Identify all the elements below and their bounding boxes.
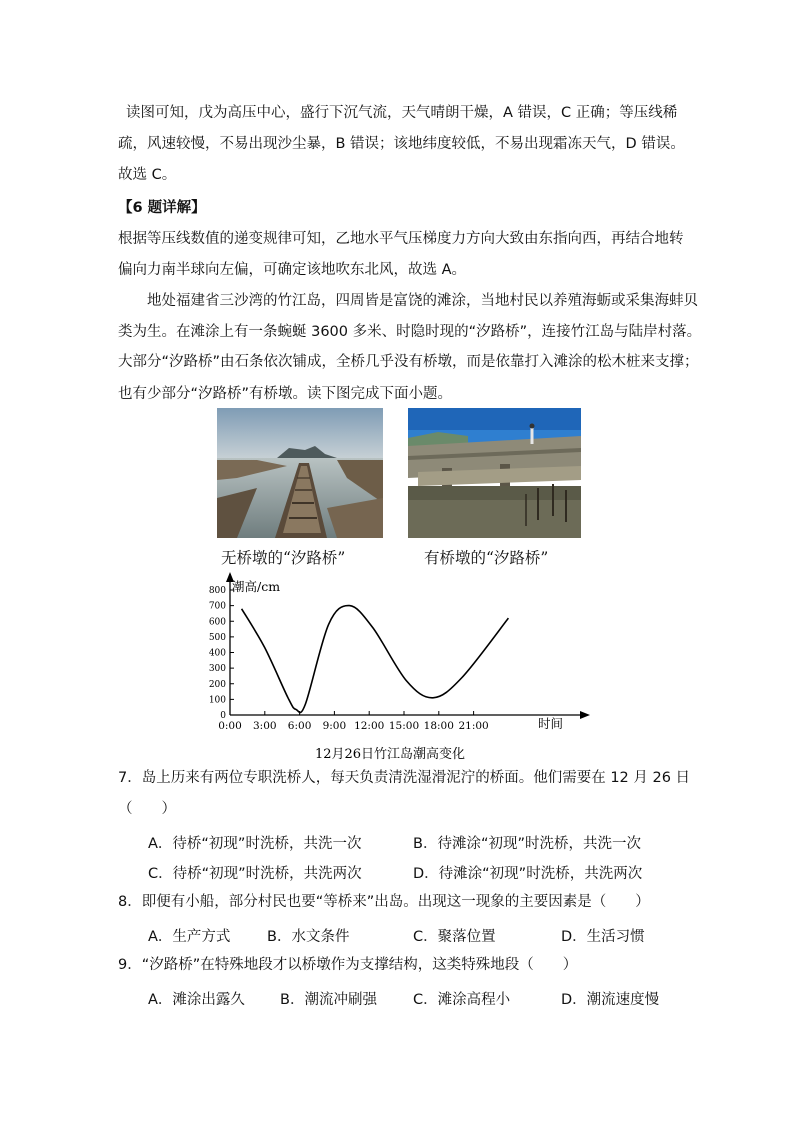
x-tick-label: 6:00 [287, 720, 312, 732]
y-tick-label: 0 [220, 711, 226, 721]
x-tick-label: 21:00 [458, 720, 489, 732]
y-axis-label: 潮高/cm [232, 579, 281, 594]
question-7-option-d[interactable]: D．待滩涂“初现”时洗桥，共洗两次 [413, 866, 643, 882]
question-9-option-d[interactable]: D．潮流速度慢 [561, 992, 660, 1008]
y-tick-label: 100 [208, 695, 226, 706]
x-tick-label: 18:00 [423, 720, 454, 732]
question-9-option-b[interactable]: B．潮流冲刷强 [280, 992, 377, 1008]
answer-5-line-1: 读图可知，戊为高压中心，盛行下沉气流，天气晴朗干燥，A 错误，C 正确；等压线稀 [126, 105, 678, 121]
y-tick-label: 300 [208, 664, 226, 675]
question-8-stem: 8．即便有小船，部分村民也要“等桥来”出岛。出现这一现象的主要因素是（ ） [118, 894, 650, 910]
left-photo-caption: 无桥墩的“汐路桥” [221, 549, 346, 567]
question-8-option-a[interactable]: A．生产方式 [148, 929, 231, 945]
x-tick-label: 15:00 [388, 720, 420, 732]
x-axis-arrow [580, 711, 590, 719]
y-tick-label: 200 [208, 679, 226, 690]
question-7-stem-cont: （ ） [118, 801, 176, 817]
intro-line-3: 大部分“汐路桥”由石条依次铺成，全桥几乎没有桥墩，而是依靠打入滩涂的松木桩来支撑； [118, 354, 699, 370]
x-tick-label: 3:00 [253, 720, 277, 732]
question-7-stem: 7．岛上历来有两位专职洗桥人，每天负责清洗湿滑泥泞的桥面。他们需要在 12 月 26 日 [118, 770, 691, 786]
y-tick-label: 500 [208, 632, 226, 643]
answer-5-line-3: 故选 C。 [118, 167, 177, 183]
question-9-stem: 9．“汐路桥”在特殊地段才以桥墩作为支撑结构，这类特殊地段（ ） [118, 957, 578, 973]
photo-bridge-without-piers [217, 408, 383, 538]
y-tick-label: 600 [208, 617, 226, 628]
intro-line-2: 类为生。在滩涂上有一条蜿蜒 3600 多米、时隐时现的“汐路桥”，连接竹江岛与陆岸村落。 [118, 324, 702, 340]
right-photo-caption: 有桥墩的“汐路桥” [424, 549, 549, 567]
y-tick-label: 400 [208, 648, 226, 659]
photo-bridge-with-piers [408, 408, 581, 538]
answer-6-line-2: 偏向力南半球向左偏，可确定该地吹东北风，故选 A。 [118, 262, 467, 278]
intro-line-1: 地处福建省三沙湾的竹江岛，四周皆是富饶的滩涂，当地村民以养殖海蛎或采集海蚌贝 [147, 293, 698, 309]
answer-6-line-1: 根据等压线数值的递变规律可知，乙地水平气压梯度力方向大致由东指向西，再结合地转 [118, 231, 684, 247]
tide-series-line [242, 606, 509, 713]
x-axis-label: 时间 [538, 716, 564, 731]
question-7-option-a[interactable]: A．待桥“初现”时洗桥，共洗一次 [148, 836, 362, 852]
question-6-header: 【6 题详解】 [118, 200, 206, 216]
x-tick-label: 9:00 [322, 720, 347, 732]
intro-line-4: 也有少部分“汐路桥”有桥墩。读下图完成下面小题。 [118, 386, 453, 402]
x-tick-label: 0:00 [218, 720, 242, 732]
question-9-option-c[interactable]: C．滩涂高程小 [413, 992, 511, 1008]
question-8-option-b[interactable]: B．水文条件 [267, 929, 350, 945]
answer-5-line-2: 疏，风速较慢，不易出现沙尘暴，B 错误；该地纬度较低，不易出现霜冻天气，D 错误。 [118, 136, 685, 152]
chart-title: 12月26日竹江岛潮高变化 [314, 747, 466, 762]
x-tick-label: 12:00 [354, 720, 385, 732]
question-7-option-c[interactable]: C．待桥“初现”时洗桥，共洗两次 [148, 866, 362, 882]
y-tick-label: 700 [208, 601, 226, 612]
y-tick-label: 800 [208, 586, 226, 596]
question-7-option-b[interactable]: B．待滩涂“初现”时洗桥，共洗一次 [413, 836, 641, 852]
question-8-option-d[interactable]: D．生活习惯 [561, 929, 645, 945]
tide-chart [200, 570, 600, 770]
question-8-option-c[interactable]: C．聚落位置 [413, 929, 496, 945]
question-9-option-a[interactable]: A．滩涂出露久 [148, 992, 245, 1008]
